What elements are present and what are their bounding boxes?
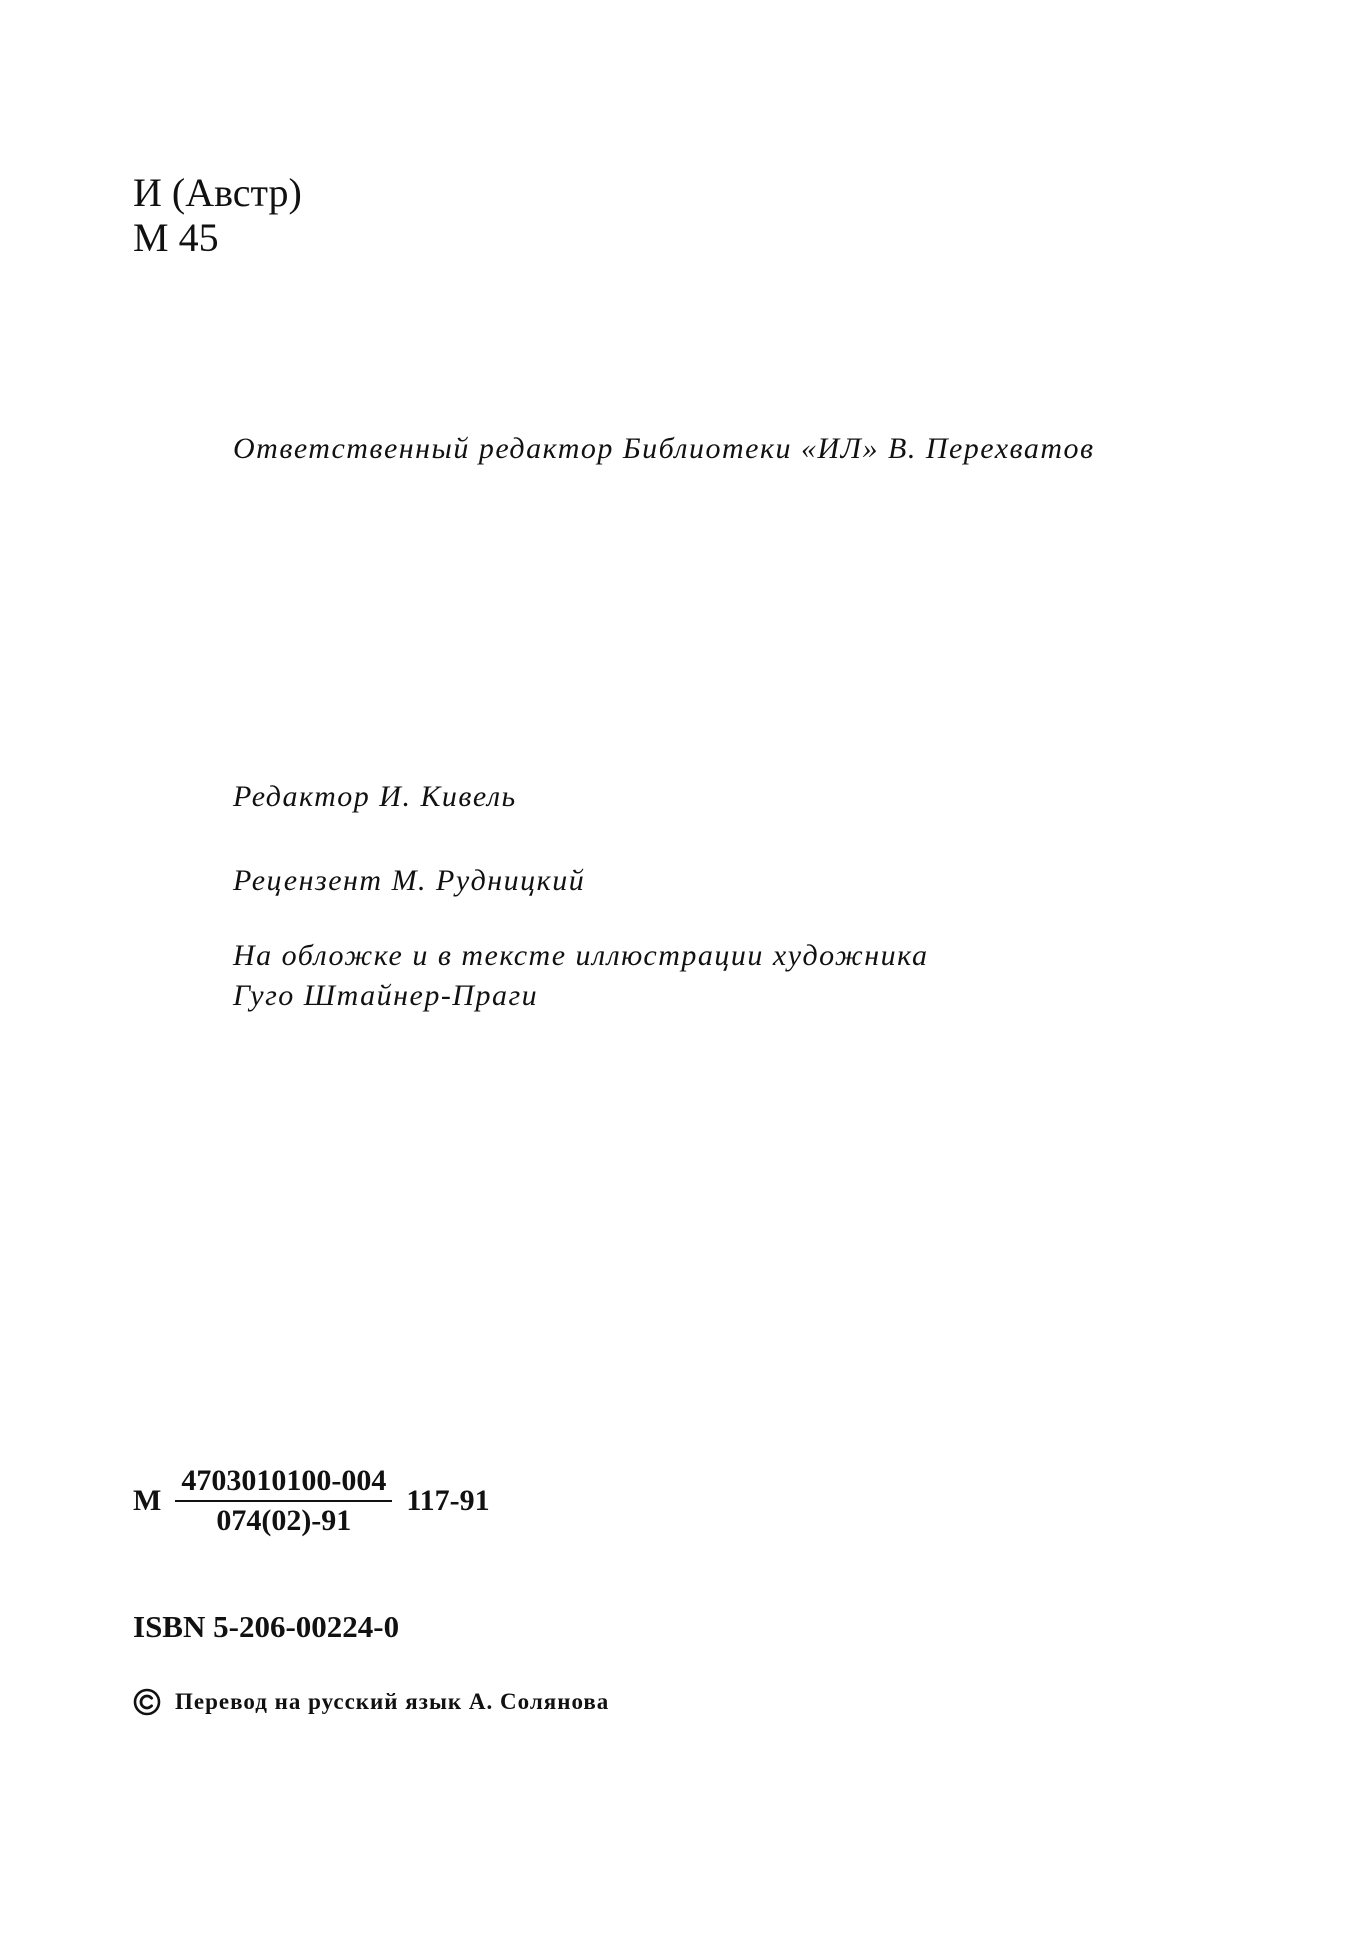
illustrations-credit	[233, 936, 928, 1016]
copyright-icon	[133, 1688, 161, 1716]
editor-credit: Редактор И. Кивель	[233, 780, 517, 813]
publication-code-denominator: 074(02)-91	[216, 1504, 352, 1537]
publication-code-suffix: 117-91	[406, 1484, 490, 1517]
publication-code	[133, 1464, 490, 1538]
publication-code-numerator: 4703010100-004	[175, 1464, 392, 1502]
classification-index	[133, 170, 302, 260]
publication-code-fraction	[175, 1464, 392, 1538]
copyright-notice	[133, 1688, 609, 1716]
classification-line-1: И (Австр)	[133, 170, 302, 215]
responsible-editor-credit: Ответственный редактор Библиотеки «ИЛ» В. Перехватов	[233, 432, 1095, 465]
classification-line-2: М 45	[133, 215, 219, 260]
illustrations-credit-line-2: Гуго Штайнер-Праги	[233, 979, 539, 1012]
publication-code-prefix: М	[133, 1484, 162, 1517]
isbn-number: ISBN 5-206-00224-0	[133, 1609, 400, 1644]
reviewer-credit: Рецензент М. Рудницкий	[233, 864, 586, 897]
copyright-text: Перевод на русский язык А. Солянова	[175, 1689, 610, 1714]
illustrations-credit-line-1: На обложке и в тексте иллюстрации художника	[233, 939, 929, 972]
